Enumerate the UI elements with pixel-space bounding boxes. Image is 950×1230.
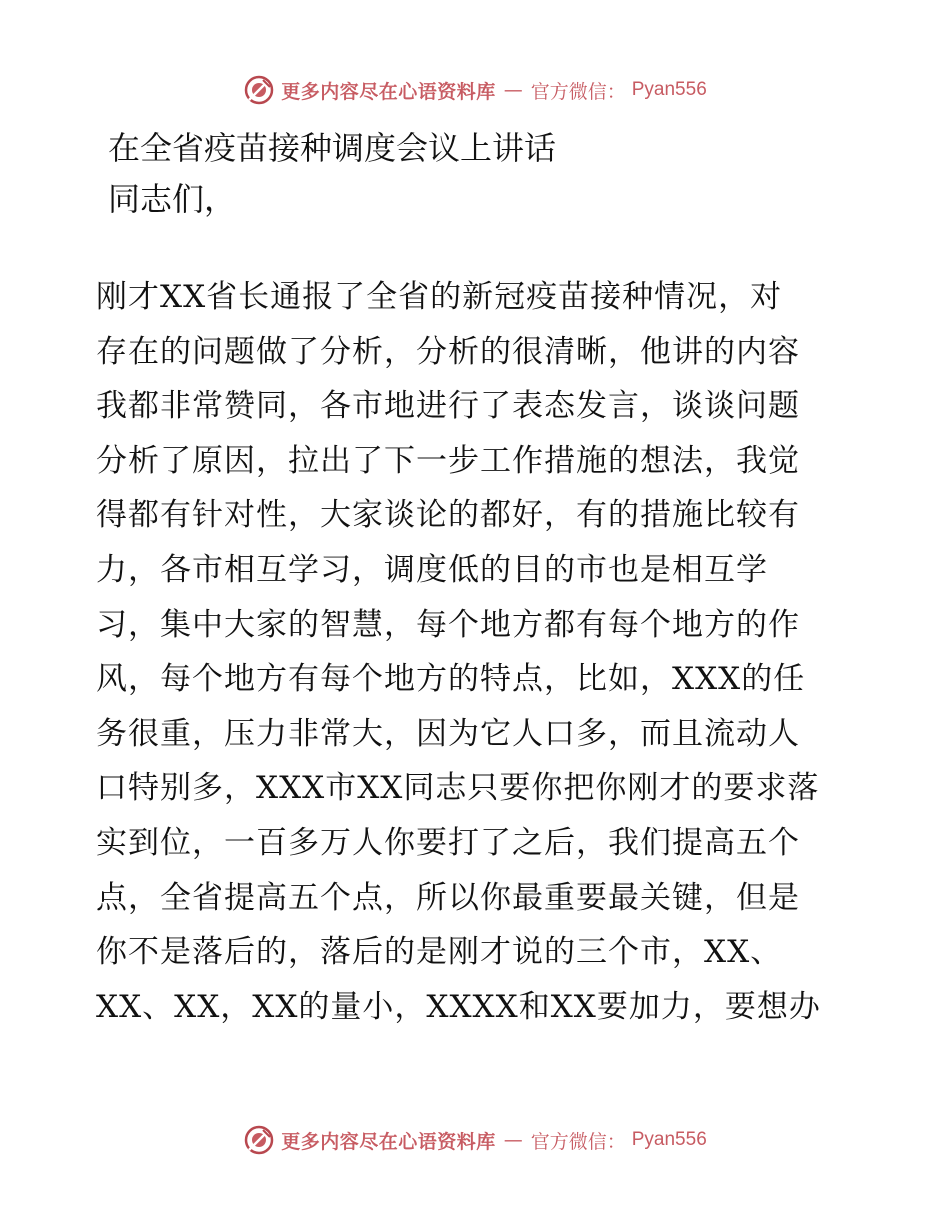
body-line: 点，全省提高五个点，所以你最重要最关键，但是 [96, 879, 800, 916]
body-line: 力，各市相互学习，调度低的目的市也是相互学 [96, 551, 768, 588]
body-line: 刚才XX省长通报了全省的新冠疫苗接种情况，对 [96, 279, 783, 315]
body-line: 你不是落后的，落后的是刚才说的三个市，XX、 [96, 934, 783, 971]
watermark-brand-text: 更多内容尽在心语资料库 [281, 1130, 496, 1153]
body-line: 务很重，压力非常大，因为它人口多，而且流动人 [96, 715, 800, 752]
body-line: XX、XX，XX的量小，XXXX和XX要加力，要想办 [96, 988, 821, 1025]
body-line: 得都有针对性，大家谈论的都好，有的措施比较有 [96, 497, 800, 534]
watermark-code: Pyan556 [631, 79, 707, 100]
watermark-dash: — [503, 1129, 523, 1151]
body-line: 分析了原因，拉出了下一步工作措施的想法，我觉 [96, 442, 800, 479]
watermark-brand-text: 更多内容尽在心语资料库 [281, 80, 496, 103]
body-line: 习，集中大家的智慧，每个地方都有每个地方的作 [96, 606, 800, 643]
body-line: 存在的问题做了分析，分析的很清晰，他讲的内容 [96, 333, 800, 370]
header-watermark [0, 70, 950, 110]
document-salutation: 同志们， [108, 180, 237, 218]
footer-watermark [0, 1120, 950, 1160]
watermark-dash: — [503, 79, 523, 101]
watermark-label: 官方微信： [530, 1130, 626, 1153]
body-line: 实到位，一百多万人你要打了之后，我们提高五个 [96, 824, 800, 861]
watermark-label: 官方微信： [530, 80, 626, 103]
body-line: 我都非常赞同，各市地进行了表态发言，谈谈问题 [96, 388, 800, 425]
body-line: 口特别多，XXX市XX同志只要你把你刚才的要求落 [96, 770, 820, 807]
brand-logo-icon [243, 74, 275, 106]
body-line: 风，每个地方有每个地方的特点，比如，XXX的任 [96, 661, 806, 698]
watermark-code: Pyan556 [631, 1129, 707, 1150]
document-body [96, 270, 856, 1034]
document-title: 在全省疫苗接种调度会议上讲话 [108, 129, 557, 167]
brand-logo-icon [243, 1124, 275, 1156]
